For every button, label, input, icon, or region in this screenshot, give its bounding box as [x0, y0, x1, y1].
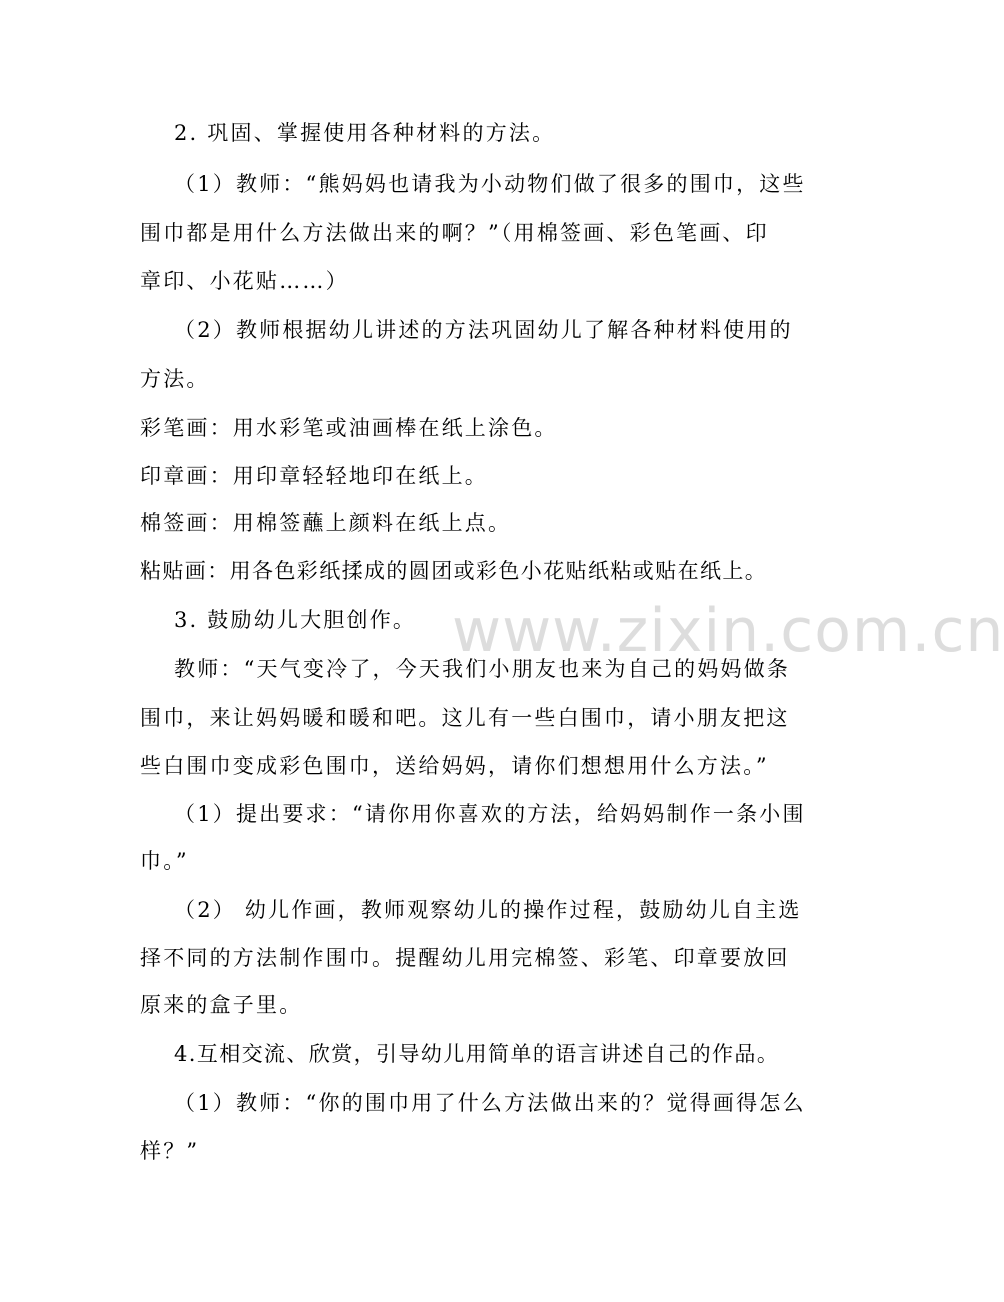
paragraph-line: （1）教师：“你的围巾用了什么方法做出来的？觉得画得怎么 — [174, 1091, 806, 1115]
method-line: 棉签画：用棉签蘸上颜料在纸上点。 — [140, 511, 512, 535]
paragraph-line: 择不同的方法制作围巾。提醒幼儿用完棉签、彩笔、印章要放回 — [140, 946, 790, 970]
paragraph-line: 原来的盒子里。 — [140, 993, 303, 1017]
method-line: 粘贴画：用各色彩纸揉成的圆团或彩色小花贴纸粘或贴在纸上。 — [140, 559, 768, 583]
paragraph-line: 围巾都是用什么方法做出来的啊？”（用棉签画、彩色笔画、印 — [140, 221, 769, 245]
section-heading-4: 4.互相交流、欣赏，引导幼儿用简单的语言讲述自己的作品。 — [174, 1042, 780, 1066]
paragraph-line: （1）提出要求：“请你用你喜欢的方法，给妈妈制作一条小围 — [174, 802, 806, 826]
paragraph-line: （2） 幼儿作画，教师观察幼儿的操作过程，鼓励幼儿自主选 — [174, 898, 802, 922]
watermark: www.zixin.com.cn — [452, 596, 1004, 666]
paragraph-line: 巾。” — [140, 849, 189, 873]
paragraph-line: 些白围巾变成彩色围巾，送给妈妈，请你们想想用什么方法。” — [140, 754, 769, 778]
method-line: 彩笔画：用水彩笔或油画棒在纸上涂色。 — [140, 416, 558, 440]
paragraph-line: （1）教师：“熊妈妈也请我为小动物们做了很多的围巾，这些 — [174, 172, 806, 196]
paragraph-line: 围巾，来让妈妈暖和暖和吧。这儿有一些白围巾，请小朋友把这 — [140, 706, 790, 730]
method-line: 印章画：用印章轻轻地印在纸上。 — [140, 464, 488, 488]
section-heading-3: 3. 鼓励幼儿大胆创作。 — [174, 608, 417, 632]
paragraph-line: 章印、小花贴……） — [140, 269, 349, 293]
section-heading-2: 2. 巩固、掌握使用各种材料的方法。 — [174, 121, 556, 145]
paragraph-line: 方法。 — [140, 367, 210, 391]
paragraph-line: （2）教师根据幼儿讲述的方法巩固幼儿了解各种材料使用的 — [174, 318, 793, 342]
paragraph-line: 样？” — [140, 1139, 200, 1163]
paragraph-line: 教师：“天气变冷了，今天我们小朋友也来为自己的妈妈做条 — [174, 657, 791, 681]
